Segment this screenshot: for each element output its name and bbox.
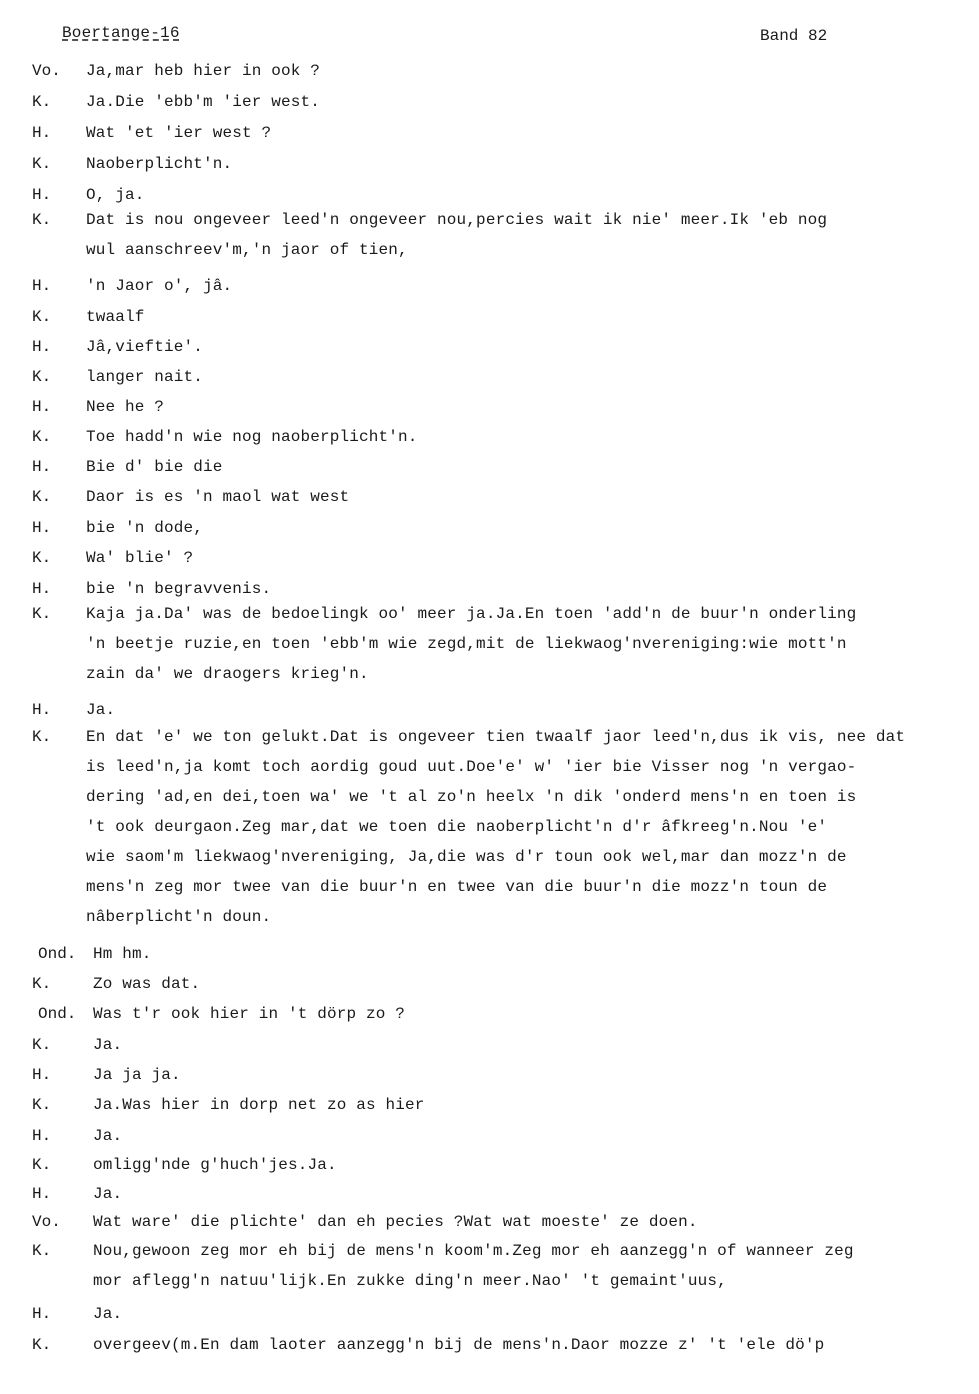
utterance-line: Ja.Die 'ebb'm 'ier west.	[86, 93, 321, 111]
utterance-line: Ja.	[86, 701, 116, 719]
speaker-label: H.	[32, 1185, 52, 1203]
speaker-label: H.	[32, 1305, 52, 1323]
speaker-label: K.	[32, 728, 52, 746]
utterance-line: 't ook deurgaon.Zeg mar,dat we toen die naoberplicht'n d'r âfkreeg'n.Nou 'e'	[86, 818, 828, 836]
speaker-label: K.	[32, 605, 52, 623]
speaker-label: K.	[32, 1242, 52, 1260]
speaker-label: K.	[32, 1156, 52, 1174]
utterance-line: Wat 'et 'ier west ?	[86, 124, 272, 142]
utterance-line: mens'n zeg mor twee van die buur'n en twee van die buur'n die mozz'n toun de	[86, 878, 828, 896]
utterance-line: Ja.Was hier in dorp net zo as hier	[93, 1096, 425, 1114]
speaker-label: H.	[32, 186, 52, 204]
utterance-line: Ja.	[93, 1036, 123, 1054]
speaker-label: H.	[32, 398, 52, 416]
speaker-label: K.	[32, 368, 52, 386]
speaker-label: H.	[32, 277, 52, 295]
speaker-label: K.	[32, 975, 52, 993]
speaker-label: H.	[32, 458, 52, 476]
utterance-line: Ja.	[93, 1127, 123, 1145]
speaker-label: K.	[32, 549, 52, 567]
utterance-line: langer nait.	[86, 368, 204, 386]
utterance-line: twaalf	[86, 308, 145, 326]
speaker-label: H.	[32, 701, 52, 719]
speaker-label: K.	[32, 1336, 52, 1354]
speaker-label: K.	[32, 1036, 52, 1054]
utterance-line: Daor is es 'n maol wat west	[86, 488, 350, 506]
speaker-label: H.	[32, 1066, 52, 1084]
speaker-label: H.	[32, 124, 52, 142]
utterance-line: Ja ja ja.	[93, 1066, 181, 1084]
utterance-line: Toe hadd'n wie nog naoberplicht'n.	[86, 428, 418, 446]
speaker-label: K.	[32, 155, 52, 173]
speaker-label: K.	[32, 1096, 52, 1114]
utterance-line: nâberplicht'n doun.	[86, 908, 272, 926]
speaker-label: K.	[32, 211, 52, 229]
speaker-label: H.	[32, 338, 52, 356]
utterance-line: Ja.	[93, 1185, 123, 1203]
speaker-label: H.	[32, 580, 52, 598]
utterance-line: Ja,mar heb hier in ook ?	[86, 62, 321, 80]
utterance-line: 'n Jaor o', jâ.	[86, 277, 233, 295]
utterance-line: Was t'r ook hier in 't dörp zo ?	[93, 1005, 406, 1023]
utterance-line: En dat 'e' we ton gelukt.Dat is ongeveer tien twaalf jaor leed'n,dus ik vis, nee dat	[86, 728, 906, 746]
utterance-line: is leed'n,ja komt toch aordig goud uut.Doe'e' w' 'ier bie Visser nog 'n vergao-	[86, 758, 857, 776]
speaker-label: K.	[32, 428, 52, 446]
speaker-label: K.	[32, 308, 52, 326]
utterance-line: Wa' blie' ?	[86, 549, 194, 567]
utterance-line: Wat ware' die plichte' dan eh pecies ?Wat wat moeste' ze doen.	[93, 1213, 698, 1231]
utterance-line: Dat is nou ongeveer leed'n ongeveer nou,percies wait ik nie' meer.Ik 'eb nog	[86, 211, 828, 229]
utterance-line: wul aanschreev'm,'n jaor of tien,	[86, 241, 408, 259]
utterance-line: Kaja ja.Da' was de bedoelingk oo' meer ja.Ja.En toen 'add'n de buur'n onderling	[86, 605, 857, 623]
speaker-label: H.	[32, 1127, 52, 1145]
speaker-label: Vo.	[32, 1213, 61, 1231]
utterance-line: overgeev(m.En dam laoter aanzegg'n bij de mens'n.Daor mozze z' 't 'ele dö'p	[93, 1336, 825, 1354]
document-title: Boertange-16	[62, 24, 180, 42]
utterance-line: dering 'ad,en dei,toen wa' we 't al zo'n heelx 'n dik 'onderd mens'n en toen is	[86, 788, 857, 806]
utterance-line: Nou,gewoon zeg mor eh bij de mens'n koom'm.Zeg mor eh aanzegg'n of wanneer zeg	[93, 1242, 854, 1260]
utterance-line: bie 'n begravvenis.	[86, 580, 272, 598]
utterance-line: Hm hm.	[93, 945, 152, 963]
utterance-line: omligg'nde g'huch'jes.Ja.	[93, 1156, 337, 1174]
utterance-line: Zo was dat.	[93, 975, 201, 993]
utterance-line: Ja.	[93, 1305, 123, 1323]
utterance-line: Jâ,vieftie'.	[86, 338, 204, 356]
speaker-label: Ond.	[38, 945, 77, 963]
speaker-label: K.	[32, 93, 52, 111]
utterance-line: Bie d' bie die	[86, 458, 223, 476]
utterance-line: 'n beetje ruzie,en toen 'ebb'm wie zegd,mit de liekwaog'nvereniging:wie mott'n	[86, 635, 847, 653]
speaker-label: Ond.	[38, 1005, 77, 1023]
speaker-label: K.	[32, 488, 52, 506]
utterance-line: Nee he ?	[86, 398, 165, 416]
utterance-line: bie 'n dode,	[86, 519, 204, 537]
speaker-label: Vo.	[32, 62, 61, 80]
speaker-label: H.	[32, 519, 52, 537]
utterance-line: wie saom'm liekwaog'nvereniging, Ja,die was d'r toun ook wel,mar dan mozz'n de	[86, 848, 847, 866]
utterance-line: Naoberplicht'n.	[86, 155, 233, 173]
tape-number: Band 82	[760, 27, 828, 45]
utterance-line: O, ja.	[86, 186, 145, 204]
utterance-line: mor aflegg'n natuu'lijk.En zukke ding'n meer.Nao' 't gemaint'uus,	[93, 1272, 727, 1290]
utterance-line: zain da' we draogers krieg'n.	[86, 665, 369, 683]
